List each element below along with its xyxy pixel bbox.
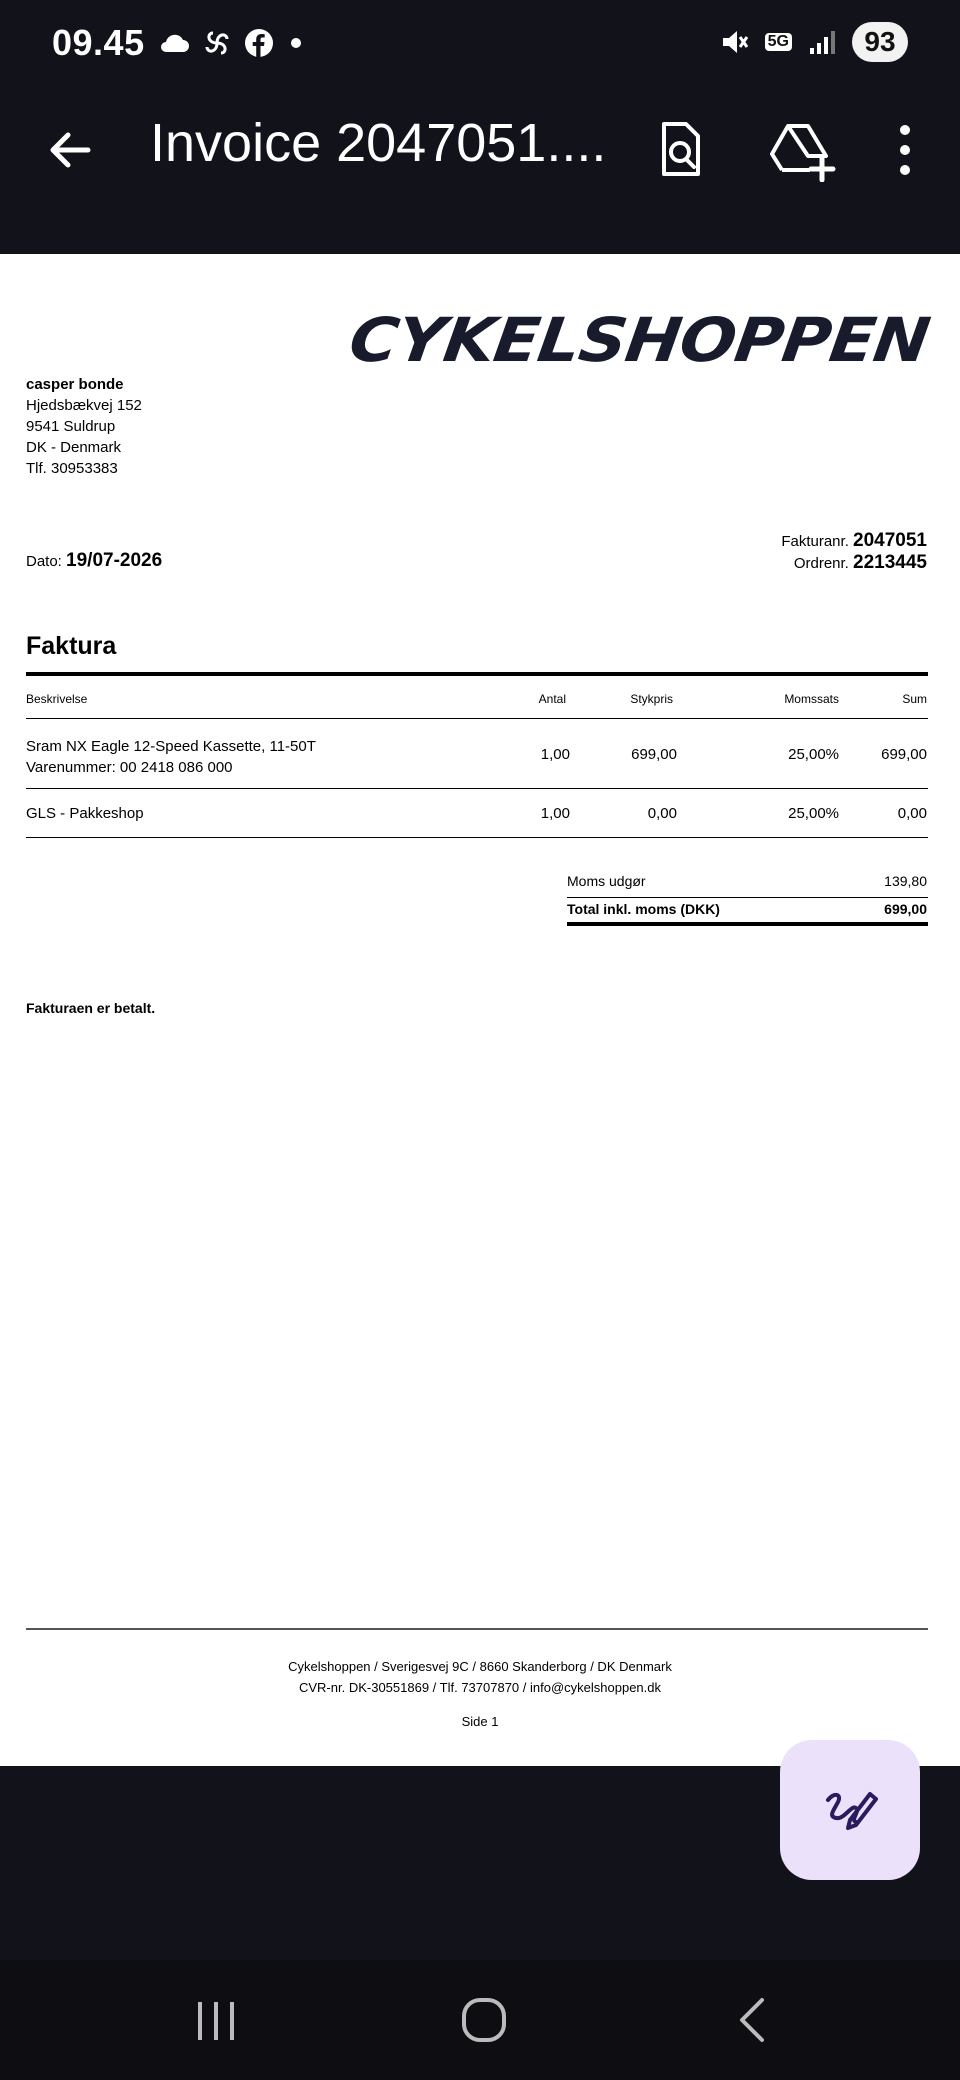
column-header-qty: Antal xyxy=(538,692,566,706)
column-header-description: Beskrivelse xyxy=(26,692,88,706)
vat-label: Moms udgør xyxy=(567,873,646,889)
column-header-vat-rate: Momssats xyxy=(784,692,839,706)
invoice-date xyxy=(26,550,162,572)
invoice-number: 2047051 xyxy=(853,530,927,551)
page-number: Side 1 xyxy=(461,1714,499,1729)
back-arrow-icon[interactable] xyxy=(40,120,100,180)
vat-value: 139,80 xyxy=(884,873,927,889)
row-2-unit-price: 0,00 xyxy=(647,805,677,822)
dot-icon xyxy=(286,28,306,58)
customer-address xyxy=(26,374,142,479)
row-2-description: GLS - Pakkeshop xyxy=(26,805,144,822)
footer-address: Cykelshoppen / Sverigesvej 9C / 8660 Skanderborg / DK Denmark xyxy=(288,1659,672,1674)
document-search-icon[interactable] xyxy=(648,118,712,182)
home-icon[interactable] xyxy=(454,1990,514,2050)
customer-name: casper bonde xyxy=(26,376,124,393)
total-label: Total inkl. moms (DKK) xyxy=(567,901,720,917)
row-1-qty: 1,00 xyxy=(540,746,570,763)
customer-country: DK - Denmark xyxy=(26,439,122,456)
facebook-icon xyxy=(244,28,274,58)
mute-icon xyxy=(719,27,749,57)
add-to-drive-icon[interactable] xyxy=(766,118,836,182)
total-value: 699,00 xyxy=(884,901,927,917)
customer-phone: Tlf. 30953383 xyxy=(26,460,118,477)
order-number-label: Ordrenr. xyxy=(793,555,849,572)
header-divider xyxy=(26,718,928,719)
row-divider xyxy=(26,788,928,789)
row-2-sum: 0,00 xyxy=(897,805,927,822)
more-vert-icon[interactable] xyxy=(880,118,930,182)
item-description: Sram NX Eagle 12-Speed Kassette, 11-50T xyxy=(26,738,316,755)
row-1-unit-price: 699,00 xyxy=(631,746,677,763)
table-row-1-description xyxy=(26,736,316,778)
order-number: 2213445 xyxy=(853,552,927,573)
notification-icons xyxy=(158,28,306,58)
paid-note: Fakturaen er betalt. xyxy=(26,1000,156,1016)
row-1-vat-rate: 25,00% xyxy=(788,746,839,763)
status-bar xyxy=(0,0,960,90)
company-logo: CYKELSHOPPEN xyxy=(344,305,933,376)
clock: 09.45 xyxy=(52,22,145,63)
footer-rule xyxy=(26,1628,928,1630)
system-navigation-bar xyxy=(0,1960,960,2080)
invoice-page xyxy=(0,254,960,1766)
network-5g-badge: 5G xyxy=(765,33,792,51)
signal-icon xyxy=(808,28,836,56)
app-bar xyxy=(0,90,960,250)
item-number: Varenummer: 00 2418 086 000 xyxy=(26,759,233,776)
footer-contact: CVR-nr. DK-30551869 / Tlf. 73707870 / info@cykelshoppen.dk xyxy=(298,1680,661,1695)
invoice-number-label: Fakturanr. xyxy=(781,533,849,550)
table-bottom-rule xyxy=(26,837,928,838)
date-value: 19/07-2026 xyxy=(66,550,163,571)
invoice-heading: Faktura xyxy=(26,632,117,660)
system-icons xyxy=(719,22,908,62)
invoice-references xyxy=(781,530,927,574)
column-header-unit-price: Stykpris xyxy=(630,692,673,706)
totals-divider xyxy=(567,897,928,898)
heading-rule xyxy=(26,672,928,676)
row-2-vat-rate: 25,00% xyxy=(788,805,839,822)
customer-street: Hjedsbækvej 152 xyxy=(26,397,142,414)
document-title: Invoice 2047051.... xyxy=(150,113,607,173)
cloud-icon xyxy=(158,32,190,54)
date-label: Dato: xyxy=(26,553,62,570)
annotate-pen-icon xyxy=(820,1780,880,1840)
pinwheel-icon xyxy=(202,28,232,58)
total-rule xyxy=(567,922,928,926)
column-header-sum: Sum xyxy=(902,692,927,706)
recents-icon[interactable] xyxy=(186,1990,246,2050)
customer-city: 9541 Suldrup xyxy=(26,418,116,435)
back-icon[interactable] xyxy=(724,1990,784,2050)
row-2-qty: 1,00 xyxy=(540,805,570,822)
row-1-sum: 699,00 xyxy=(881,746,927,763)
battery-indicator: 93 xyxy=(852,22,908,62)
annotate-button[interactable] xyxy=(780,1740,920,1880)
